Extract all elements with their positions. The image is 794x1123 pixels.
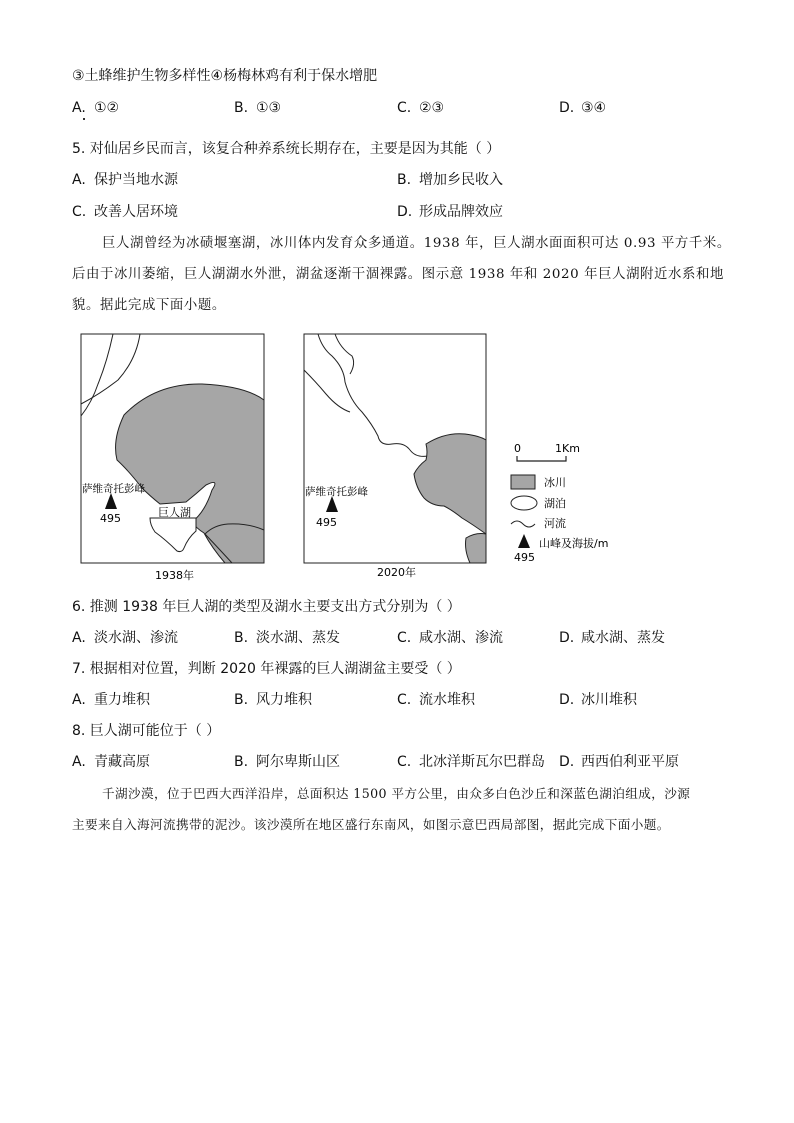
- map-1938-lake-name: 巨人湖: [158, 506, 191, 519]
- option-key: D.: [559, 100, 575, 116]
- q4-option-c[interactable]: [397, 98, 444, 118]
- option-text: 增加乡民收入: [419, 172, 503, 188]
- passage1-line-2: 后由于冰川萎缩，巨人湖湖水外泄，湖盆逐渐干涸裸露。图示意 1938 年和 2020 年巨人湖附近水系和地: [72, 267, 725, 282]
- option-key: D.: [559, 692, 575, 708]
- option-text: 保护当地水源: [94, 172, 178, 188]
- q5-option-d[interactable]: [397, 202, 503, 222]
- option-key: D.: [559, 754, 575, 770]
- option-text: 北冰洋斯瓦尔巴群岛: [419, 754, 545, 770]
- q5-option-b[interactable]: [397, 170, 503, 190]
- scale-bar: [517, 456, 566, 461]
- map-1938-peak-elev: 495: [100, 512, 121, 525]
- map-2020-caption: 2020年: [377, 566, 416, 579]
- map-2020-peak-name: 萨维奇托彭峰: [305, 486, 368, 498]
- q8-option-a[interactable]: [72, 752, 150, 772]
- legend-lake-label: 湖泊: [544, 497, 566, 510]
- option-text: 淡水湖、蒸发: [256, 630, 340, 646]
- scale-length-label: 1Km: [555, 442, 580, 455]
- map-1938-peak-name: 萨维奇托彭峰: [82, 483, 145, 495]
- q4-option-d[interactable]: [559, 98, 606, 118]
- map-2020: [304, 334, 486, 579]
- glacier-swatch: [511, 475, 535, 489]
- q7-option-b[interactable]: [234, 690, 312, 710]
- option-text: ②③: [419, 100, 445, 116]
- q6-option-a[interactable]: [72, 628, 178, 648]
- option-key: C.: [397, 692, 412, 708]
- option-text: 风力堆积: [256, 692, 312, 708]
- passage1-line-1: 巨人湖曾经为冰碛堰塞湖，冰川体内发育众多通道。1938 年，巨人湖水面面积可达 0.93 平方千米。: [102, 236, 731, 251]
- option-text: 形成品牌效应: [419, 204, 503, 220]
- q5-option-a[interactable]: [72, 170, 178, 190]
- q5-stem: 5. 对仙居乡民而言，该复合种养系统长期存在，主要是因为其能（ ）: [72, 141, 501, 157]
- passage1-line-3: 貌。据此完成下面小题。: [72, 298, 226, 313]
- legend-peak-label: 山峰及海拔/m: [539, 537, 609, 550]
- q8-stem: 8. 巨人湖可能位于（ ）: [72, 723, 221, 739]
- option-text: ①②: [94, 100, 120, 116]
- option-key: C.: [397, 754, 412, 770]
- option-text: 咸水湖、蒸发: [581, 630, 665, 646]
- q5-option-c[interactable]: [72, 202, 178, 222]
- map-2020-glacier-lower: [466, 534, 487, 564]
- option-text: ③④: [581, 100, 607, 116]
- option-key: D.: [397, 204, 413, 220]
- passage2-line-1: 千湖沙漠，位于巴西大西洋沿岸，总面积达 1500 平方公里，由众多白色沙丘和深蓝色湖泊组成，沙源: [102, 786, 691, 801]
- q6-option-c[interactable]: [397, 628, 503, 648]
- option-text: 重力堆积: [94, 692, 150, 708]
- q8-option-b[interactable]: [234, 752, 340, 772]
- map-1938-caption: 1938年: [155, 569, 194, 582]
- option-text: 西西伯利亚平原: [581, 754, 679, 770]
- option-text: 冰川堆积: [581, 692, 637, 708]
- stray-dot: [83, 118, 85, 120]
- map-legend: [511, 442, 608, 564]
- map-2020-peak-elev: 495: [316, 516, 337, 529]
- passage2-line-2: 主要来自入海河流携带的泥沙。该沙漠所在地区盛行东南风，如图示意巴西局部图，据此完成下面小题。: [72, 817, 670, 832]
- option-text: 咸水湖、渗流: [419, 630, 503, 646]
- option-key: A.: [72, 100, 86, 116]
- option-key: A.: [72, 692, 86, 708]
- q8-option-d[interactable]: [559, 752, 679, 772]
- option-text: ①③: [256, 100, 282, 116]
- q7-option-c[interactable]: [397, 690, 475, 710]
- legend-river-label: 河流: [544, 517, 566, 530]
- q8-option-c[interactable]: [397, 752, 545, 772]
- river-swatch: [511, 521, 535, 527]
- q4-option-b[interactable]: [234, 98, 281, 118]
- option-key: A.: [72, 630, 86, 646]
- lake-figure: [0, 320, 794, 590]
- q4-stem-tail: ③土蜂维护生物多样性④杨梅林鸡有利于保水增肥: [72, 68, 378, 84]
- option-key: B.: [397, 172, 412, 188]
- option-key: A.: [72, 754, 86, 770]
- option-key: C.: [72, 204, 87, 220]
- q7-option-d[interactable]: [559, 690, 637, 710]
- lake-swatch: [511, 496, 537, 510]
- option-key: C.: [397, 630, 412, 646]
- option-key: B.: [234, 630, 249, 646]
- option-text: 流水堆积: [419, 692, 475, 708]
- option-key: D.: [559, 630, 575, 646]
- legend-glacier-label: 冰川: [544, 476, 566, 489]
- map-1938: [81, 334, 264, 582]
- peak-swatch-icon: [518, 534, 530, 548]
- option-key: B.: [234, 692, 249, 708]
- q6-option-b[interactable]: [234, 628, 340, 648]
- q6-stem: 6. 推测 1938 年巨人湖的类型及湖水主要支出方式分别为（ ）: [72, 599, 461, 615]
- option-key: B.: [234, 754, 249, 770]
- legend-peak-elev: 495: [514, 551, 535, 564]
- option-text: 改善人居环境: [94, 204, 178, 220]
- option-text: 阿尔卑斯山区: [256, 754, 340, 770]
- option-key: C.: [397, 100, 412, 116]
- q7-stem: 7. 根据相对位置，判断 2020 年裸露的巨人湖湖盆主要受（ ）: [72, 661, 461, 677]
- option-key: B.: [234, 100, 249, 116]
- q4-option-a[interactable]: [72, 98, 119, 118]
- q6-option-d[interactable]: [559, 628, 665, 648]
- option-text: 青藏高原: [94, 754, 150, 770]
- option-key: A.: [72, 172, 86, 188]
- option-text: 淡水湖、渗流: [94, 630, 178, 646]
- q7-option-a[interactable]: [72, 690, 150, 710]
- scale-zero-label: 0: [514, 442, 521, 455]
